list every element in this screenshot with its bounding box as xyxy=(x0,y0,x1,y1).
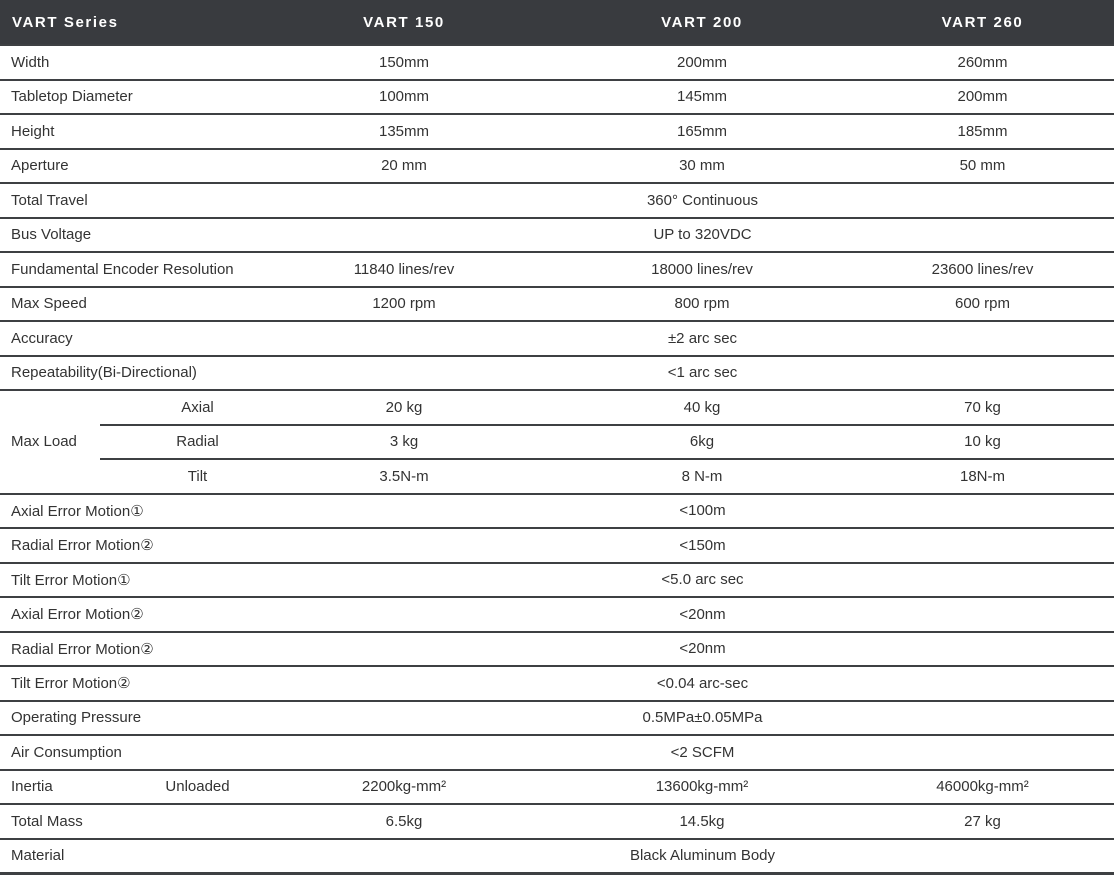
row-label: Fundamental Encoder Resolution xyxy=(0,252,255,287)
cell-value: 18N-m xyxy=(851,459,1114,494)
column-header-vart-200: VART 200 xyxy=(553,0,851,45)
cell-value: 10 kg xyxy=(851,425,1114,460)
cell-value-spanned: 0.5MPa±0.05MPa xyxy=(255,701,1114,736)
header-row xyxy=(0,0,1114,45)
cell-value: 18000 lines/rev xyxy=(553,252,851,287)
row-label: Axial Error Motion① xyxy=(0,494,255,529)
row-radial-error-motion-1 xyxy=(0,528,1114,563)
row-label: Total Travel xyxy=(0,183,255,218)
cell-value: 14.5kg xyxy=(553,804,851,839)
row-total-mass xyxy=(0,804,1114,839)
row-width xyxy=(0,45,1114,80)
cell-value: 23600 lines/rev xyxy=(851,252,1114,287)
row-repeatability xyxy=(0,356,1114,391)
column-header-vart-150: VART 150 xyxy=(255,0,553,45)
cell-value: 200mm xyxy=(851,80,1114,115)
row-aperture xyxy=(0,149,1114,184)
row-max-load-tilt xyxy=(0,459,1114,494)
row-label: Width xyxy=(0,45,255,80)
row-max-speed xyxy=(0,287,1114,322)
cell-value-spanned: <20nm xyxy=(255,597,1114,632)
cell-value: 185mm xyxy=(851,114,1114,149)
cell-value: 3.5N-m xyxy=(255,459,553,494)
cell-value: 13600kg-mm² xyxy=(553,770,851,805)
cell-value-spanned: 360° Continuous xyxy=(255,183,1114,218)
row-tilt-error-motion-2 xyxy=(0,666,1114,701)
sub-row-label: Axial xyxy=(100,390,255,425)
cell-value: 260mm xyxy=(851,45,1114,80)
cell-value: 200mm xyxy=(553,45,851,80)
cell-value: 30 mm xyxy=(553,149,851,184)
cell-value: 70 kg xyxy=(851,390,1114,425)
row-operating-pressure xyxy=(0,701,1114,736)
cell-value-spanned: <100m xyxy=(255,494,1114,529)
cell-value: 50 mm xyxy=(851,149,1114,184)
cell-value: 3 kg xyxy=(255,425,553,460)
row-label: Inertia xyxy=(0,770,100,805)
cell-value-spanned: <150m xyxy=(255,528,1114,563)
cell-value: 145mm xyxy=(553,80,851,115)
cell-value: 100mm xyxy=(255,80,553,115)
cell-value-spanned: <20nm xyxy=(255,632,1114,667)
cell-value: 40 kg xyxy=(553,390,851,425)
cell-value: 6kg xyxy=(553,425,851,460)
row-inertia xyxy=(0,770,1114,805)
cell-value-spanned: ±2 arc sec xyxy=(255,321,1114,356)
row-label: Bus Voltage xyxy=(0,218,255,253)
row-label: Max Speed xyxy=(0,287,255,322)
cell-value-spanned: <2 SCFM xyxy=(255,735,1114,770)
row-label: Tilt Error Motion② xyxy=(0,666,255,701)
row-label: Material xyxy=(0,839,255,874)
series-title: VART Series xyxy=(0,0,255,45)
row-label: Operating Pressure xyxy=(0,701,255,736)
row-height xyxy=(0,114,1114,149)
cell-value: 27 kg xyxy=(851,804,1114,839)
row-encoder-resolution xyxy=(0,252,1114,287)
row-tilt-error-motion-1 xyxy=(0,563,1114,598)
row-max-load-axial xyxy=(0,390,1114,425)
cell-value-spanned: <1 arc sec xyxy=(255,356,1114,391)
cell-value: 800 rpm xyxy=(553,287,851,322)
cell-value-spanned: <5.0 arc sec xyxy=(255,563,1114,598)
row-label: Total Mass xyxy=(0,804,255,839)
row-label: Radial Error Motion② xyxy=(0,528,255,563)
row-tabletop-diameter xyxy=(0,80,1114,115)
row-axial-error-motion-1 xyxy=(0,494,1114,529)
sub-row-label: Radial xyxy=(100,425,255,460)
cell-value: 1200 rpm xyxy=(255,287,553,322)
cell-value-spanned: UP to 320VDC xyxy=(255,218,1114,253)
row-accuracy xyxy=(0,321,1114,356)
row-axial-error-motion-2 xyxy=(0,597,1114,632)
row-label: Accuracy xyxy=(0,321,255,356)
row-label: Tabletop Diameter xyxy=(0,80,255,115)
row-material xyxy=(0,839,1114,874)
row-label: Radial Error Motion② xyxy=(0,632,255,667)
cell-value: 150mm xyxy=(255,45,553,80)
row-radial-error-motion-2 xyxy=(0,632,1114,667)
cell-value: 20 mm xyxy=(255,149,553,184)
row-label: Aperture xyxy=(0,149,255,184)
row-air-consumption xyxy=(0,735,1114,770)
row-total-travel xyxy=(0,183,1114,218)
row-bus-voltage xyxy=(0,218,1114,253)
cell-value: 165mm xyxy=(553,114,851,149)
cell-value: 46000kg-mm² xyxy=(851,770,1114,805)
cell-value: 135mm xyxy=(255,114,553,149)
cell-value-spanned: Black Aluminum Body xyxy=(255,839,1114,874)
row-label: Air Consumption xyxy=(0,735,255,770)
row-label: Tilt Error Motion① xyxy=(0,563,255,598)
cell-value: 8 N-m xyxy=(553,459,851,494)
cell-value: 600 rpm xyxy=(851,287,1114,322)
row-label: Height xyxy=(0,114,255,149)
column-header-vart-260: VART 260 xyxy=(851,0,1114,45)
row-label: Repeatability(Bi-Directional) xyxy=(0,356,255,391)
cell-value: 11840 lines/rev xyxy=(255,252,553,287)
cell-value-spanned: <0.04 arc-sec xyxy=(255,666,1114,701)
row-label: Axial Error Motion② xyxy=(0,597,255,632)
cell-value: 2200kg-mm² xyxy=(255,770,553,805)
row-label-max-load: Max Load xyxy=(0,390,100,494)
sub-row-label: Unloaded xyxy=(100,770,255,805)
sub-row-label: Tilt xyxy=(100,459,255,494)
row-max-load-radial xyxy=(0,425,1114,460)
cell-value: 20 kg xyxy=(255,390,553,425)
cell-value: 6.5kg xyxy=(255,804,553,839)
